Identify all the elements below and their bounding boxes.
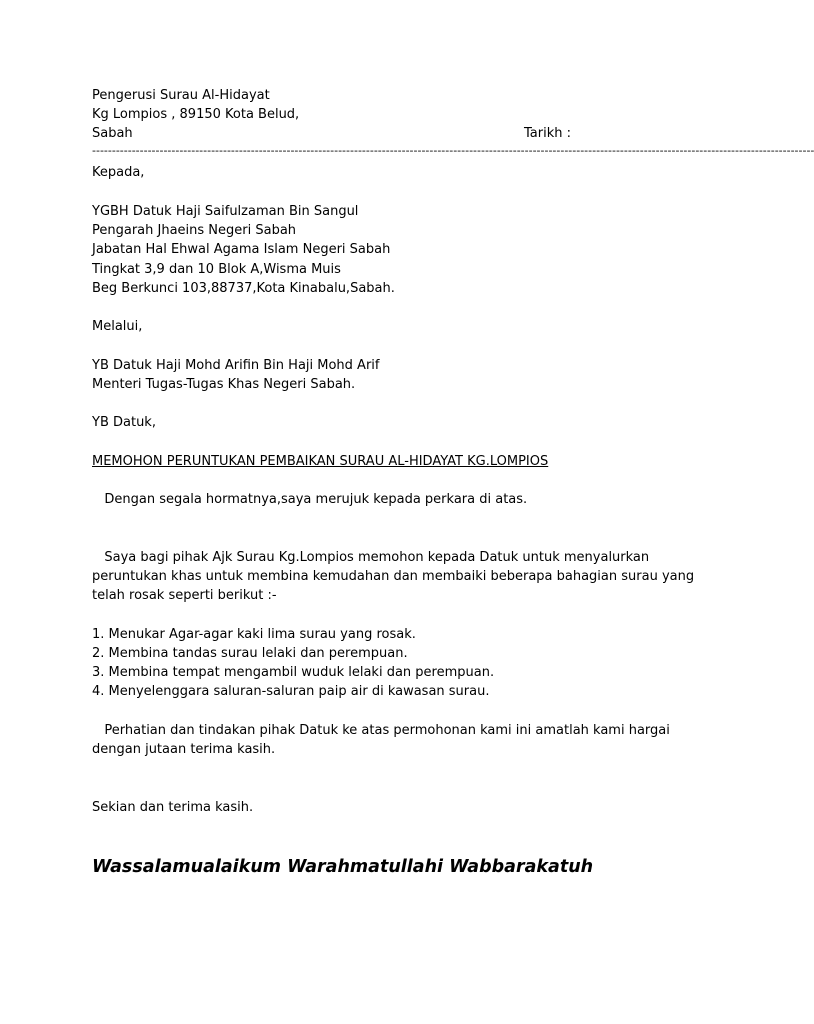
body-paragraph: Saya bagi pihak Ajk Surau Kg.Lompios memohon kepada Datuk untuk menyalurkan (92, 550, 650, 565)
recipient-department: Jabatan Hal Ehwal Agama Islam Negeri Sabah (92, 242, 391, 257)
list-item: 2. Membina tandas surau lelaki dan perempuan. (92, 646, 408, 661)
via-label: Melalui, (92, 319, 143, 334)
recipient-address-line: Beg Berkunci 103,88737,Kota Kinabalu,Sabah. (92, 281, 395, 296)
body-paragraph: telah rosak seperti berikut :- (92, 588, 277, 603)
salutation: YB Datuk, (92, 415, 156, 430)
via-title: Menteri Tugas-Tugas Khas Negeri Sabah. (92, 377, 356, 392)
body-paragraph: Dengan segala hormatnya,saya merujuk kepada perkara di atas. (92, 492, 528, 507)
body-paragraph: peruntukan khas untuk membina kemudahan dan membaiki beberapa bahagian surau yang (92, 569, 695, 584)
sender-address-line: Kg Lompios , 89150 Kota Belud, (92, 107, 300, 122)
header-divider: -------------------------------------------------------------------------------------------------------------------------------------------------------------------------------------- (92, 144, 814, 157)
list-item: 1. Menukar Agar-agar kaki lima surau yang rosak. (92, 627, 416, 642)
recipient-name: YGBH Datuk Haji Saifulzaman Bin Sangul (92, 204, 359, 219)
recipient-address-line: Tingkat 3,9 dan 10 Blok A,Wisma Muis (92, 262, 341, 277)
via-name: YB Datuk Haji Mohd Arifin Bin Haji Mohd Arif (92, 358, 380, 373)
recipient-greeting: Kepada, (92, 165, 145, 180)
list-item: 3. Membina tempat mengambil wuduk lelaki dan perempuan. (92, 665, 495, 680)
date-label: Tarikh : (524, 126, 571, 141)
sender-organization: Pengerusi Surau Al-Hidayat (92, 88, 270, 103)
subject-line: MEMOHON PERUNTUKAN PEMBAIKAN SURAU AL-HIDAYAT KG.LOMPIOS (92, 454, 549, 469)
list-item: 4. Menyelenggara saluran-saluran paip air di kawasan surau. (92, 684, 490, 699)
thanks-line: Sekian dan terima kasih. (92, 800, 254, 815)
closing-greeting: Wassalamualaikum Warahmatullahi Wabbarakatuh (92, 857, 594, 877)
body-paragraph: Perhatian dan tindakan pihak Datuk ke atas permohonan kami ini amatlah kami hargai (92, 723, 670, 738)
body-paragraph: dengan jutaan terima kasih. (92, 742, 276, 757)
recipient-title: Pengarah Jhaeins Negeri Sabah (92, 223, 297, 238)
sender-state: Sabah (92, 126, 133, 141)
